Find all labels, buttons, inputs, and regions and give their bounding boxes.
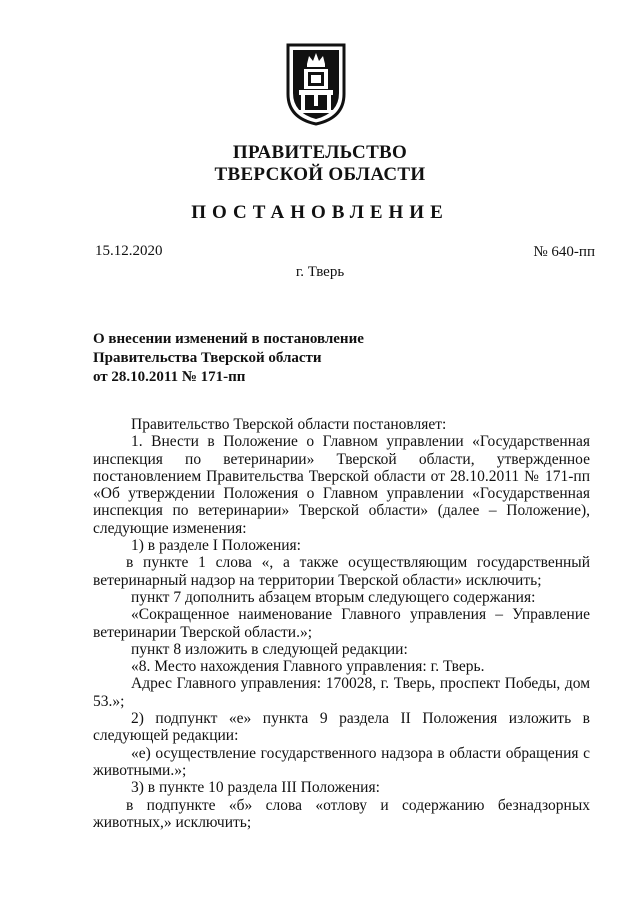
paragraph: «8. Место нахождения Главного управления: г. Тверь. (131, 658, 485, 676)
paragraph: «е) осуществление государственного надзора в области обращения с животными.»; (93, 744, 590, 779)
paragraph: 3) в пункте 10 раздела III Положения: (131, 779, 380, 797)
org-title-line2: ТВЕРСКОЙ ОБЛАСТИ (214, 164, 426, 185)
document-body (93, 416, 590, 831)
org-title-line1: ПРАВИТЕЛЬСТВО (232, 142, 408, 163)
document-subject (93, 330, 364, 387)
subject-line: от 28.10.2011 № 171-пп (93, 369, 246, 385)
paragraph: в подпункте «б» слова «отлову и содержанию безнадзорных животных,» исключить; (93, 796, 590, 831)
document-date: 15.12.2020 (95, 243, 163, 259)
paragraph: 1. Внести в Положение о Главном управлении «Государственная инспекция по ветеринарии» Тверской области, утвержденное постановлением Правительства Тверской области от 28.10.2011 № 171-пп «Об утверждении Положения о Главном управлении «Государственная инспекция по ветеринарии» Тверской области» (далее – Положение), следующие изменения: (93, 433, 590, 537)
paragraph: «Сокращенное наименование Главного управления – Управление ветеринарии Тверской области.»; (93, 606, 590, 641)
paragraph: Правительство Тверской области постановляет: (131, 416, 447, 433)
tver-coat-of-arms-icon (285, 42, 347, 126)
paragraph: пункт 7 дополнить абзацем вторым следующего содержания: (131, 588, 536, 606)
document-type: ПОСТАНОВЛЕНИЕ (191, 202, 449, 223)
subject-line: О внесении изменений в постановление (93, 331, 364, 347)
document-city: г. Тверь (295, 264, 345, 280)
paragraph: 2) подпункт «е» пункта 9 раздела II Положения изложить в следующей редакции: (93, 710, 590, 745)
document-number: № 640-пп (533, 244, 595, 260)
paragraph: 1) в разделе I Положения: (131, 537, 301, 555)
paragraph: в пункте 1 слова «, а также осуществляющим государственный ветеринарный надзор на территории Тверской области» исключить; (93, 554, 590, 589)
paragraph: пункт 8 изложить в следующей редакции: (131, 640, 408, 658)
paragraph: Адрес Главного управления: 170028, г. Тверь, проспект Победы, дом 53.»; (93, 675, 590, 710)
subject-line: Правительства Тверской области (93, 350, 322, 366)
